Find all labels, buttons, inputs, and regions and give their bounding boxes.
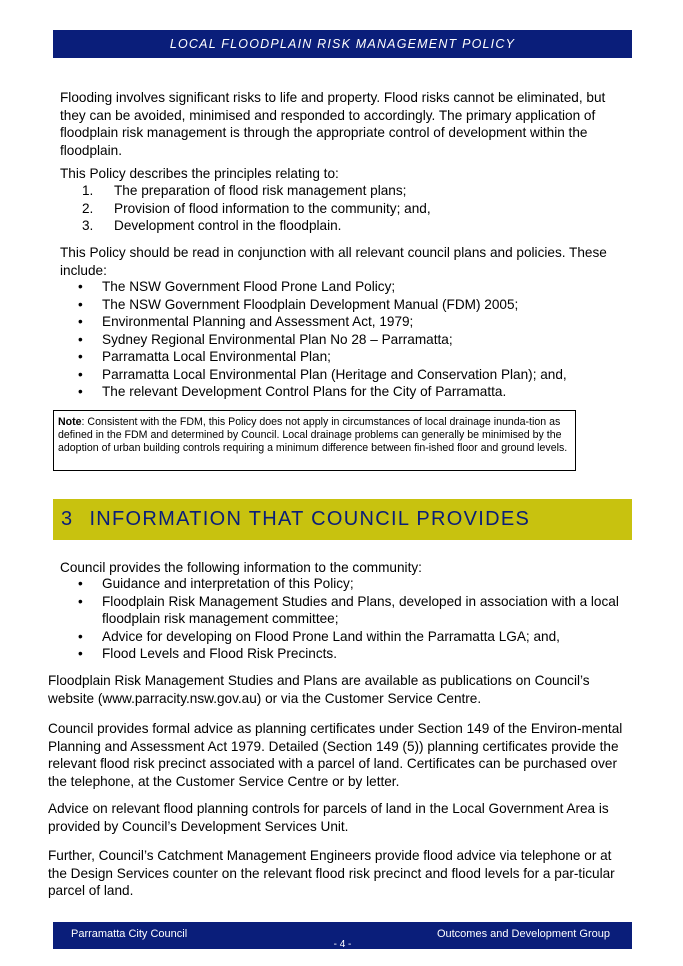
principles-lead: This Policy describes the principles relating to:: [60, 166, 339, 181]
list-item: • The NSW Government Flood Prone Land Policy;: [60, 278, 620, 296]
list-item: • Advice for developing on Flood Prone Land within the Parramatta LGA; and,: [60, 628, 620, 646]
list-item: • Flood Levels and Flood Risk Precincts.: [60, 645, 620, 663]
note-text: : Consistent with the FDM, this Policy does not apply in circumstances of local drainage inunda-tion as defined in the FDM and determined by Council. Local drainage problems can generally be minimised by the adoption of urban building controls requiring a minimum difference between fin-ished floor and ground levels.: [58, 416, 568, 455]
note-label: Note: [58, 416, 82, 428]
section-lead: Council provides the following information to the community:: [60, 560, 422, 575]
list-item: 3. Development control in the floodplain.: [82, 218, 342, 233]
footer-council: Parramatta City Council: [71, 928, 188, 940]
note-box: [53, 410, 576, 471]
list-item: • Environmental Planning and Assessment Act, 1979;: [60, 313, 620, 331]
page-header: LOCAL FLOODPLAIN RISK MANAGEMENT POLICY: [53, 30, 632, 58]
list-item: • Sydney Regional Environmental Plan No 28 – Parramatta;: [60, 331, 620, 349]
list-item: 1. The preparation of flood risk management plans;: [82, 183, 407, 198]
engineers-paragraph: Further, Council’s Catchment Management Engineers provide flood advice via telephone or at the Design Services counter on the relevant flood risk precinct and flood levels for a par-ticular parcel of land.: [48, 848, 615, 898]
certificates-paragraph: Council provides formal advice as planning certificates under Section 149 of the Environ-mental Planning and Assessment Act 1979. Detailed (Section 149 (5)) planning certificates provide the relevant flood risk precinct associated with a parcel of land. Certificates can be purchased over the telephone, at the Customer Service Centre or by letter.: [48, 721, 623, 789]
footer-group: Outcomes and Development Group: [436, 928, 610, 940]
list-item: 2. Provision of flood information to the community; and,: [82, 200, 431, 216]
principles-list: [60, 182, 620, 235]
intro-paragraph: Flooding involves significant risks to life and property. Flood risks cannot be eliminated, but they can be avoided, minimised and responded to accordingly. The primary application of floodplain risk management is through the appropriate control of development within the floodplain.: [60, 90, 606, 158]
publications-paragraph: Floodplain Risk Management Studies and Plans are available as publications on Council’s website (www.parracity.nsw.gov.au) or via the Customer Service Centre.: [48, 673, 590, 706]
list-item: • Guidance and interpretation of this Policy;: [60, 575, 620, 593]
list-item: • Floodplain Risk Management Studies and Plans, developed in association with a local floodplain risk management committee;: [60, 593, 620, 628]
page-number: - 4 -: [333, 939, 352, 950]
related-policies-list: [60, 278, 620, 401]
section-heading: [53, 499, 632, 540]
list-item: • Parramatta Local Environmental Plan (Heritage and Conservation Plan); and,: [60, 366, 620, 384]
list-item: • The relevant Development Control Plans for the City of Parramatta.: [60, 383, 620, 401]
list-item: • The NSW Government Floodplain Development Manual (FDM) 2005;: [60, 296, 620, 314]
page-footer: [53, 922, 632, 949]
related-lead: This Policy should be read in conjunction with all relevant council plans and policies. These include:: [60, 245, 607, 278]
council-info-list: [60, 575, 620, 663]
section-title: INFORMATION THAT COUNCIL PROVIDES: [89, 508, 531, 530]
advice-paragraph: Advice on relevant flood planning controls for parcels of land in the Local Government Area is provided by Council’s Development Services Unit.: [48, 801, 609, 834]
section-number: 3: [61, 508, 74, 530]
list-item: • Parramatta Local Environmental Plan;: [60, 348, 620, 366]
